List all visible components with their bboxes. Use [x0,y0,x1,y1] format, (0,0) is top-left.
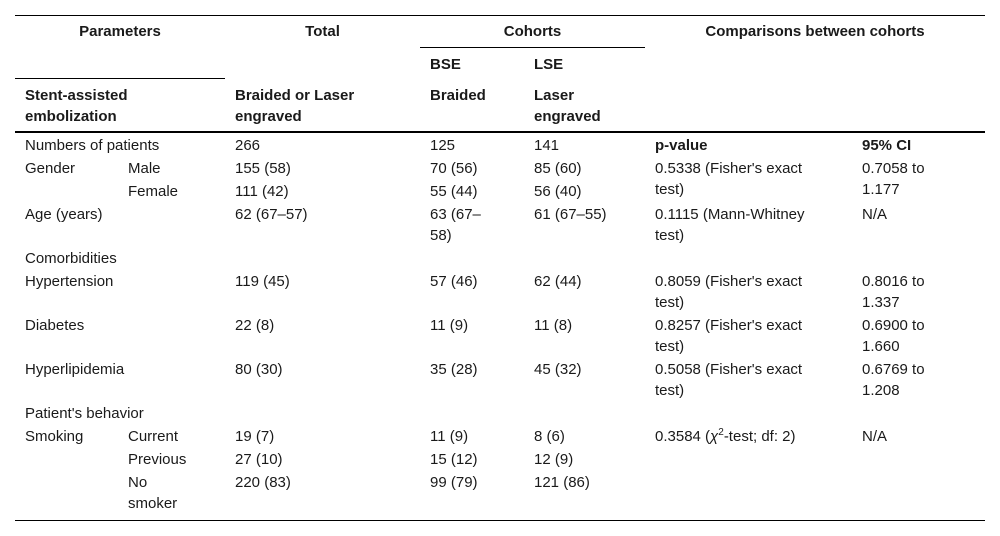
smoking-pvalue-suffix: -test; df: 2) [723,428,796,445]
hypertension-label: Hypertension [25,273,114,290]
gender-male-bse: 70 (56) [430,160,478,177]
gender-male-total: 155 (58) [235,160,291,177]
age-bse-line2: 58) [430,227,452,244]
smoking-never-bse: 99 (79) [430,474,478,491]
header-bse-sub: Braided [430,87,486,104]
smoking-previous-label: Previous [128,451,187,468]
hyperlipidemia-pvalue-line1: 0.5058 (Fisher's exact [655,361,803,378]
smoking-current-label: Current [128,428,179,445]
diabetes-pvalue-line2: test) [655,338,685,355]
header-lse: LSE [534,56,564,73]
pvalue-header: p-value [655,137,708,154]
smoking-ci: N/A [862,428,888,445]
smoking-current-total: 19 (7) [235,428,275,445]
smoking-never-label-line1: No [128,474,148,491]
smoking-previous-bse: 15 (12) [430,451,478,468]
age-label: Age (years) [25,206,103,223]
gender-female-total: 111 (42) [235,183,289,200]
patients-bse: 125 [430,137,456,154]
header-stent-line1: Stent-assisted [25,87,128,104]
patients-label: Numbers of patients [25,137,160,154]
diabetes-label: Diabetes [25,317,85,334]
smoking-pvalue-prefix: 0.3584 ( [655,428,711,445]
patients-total: 266 [235,137,261,154]
ci-header: 95% CI [862,137,912,154]
smoking-previous-lse: 12 (9) [534,451,574,468]
smoking-previous-total: 27 (10) [235,451,283,468]
gender-ci-line2: 1.177 [862,181,900,198]
age-bse-line1: 63 (67– [430,206,481,223]
header-total-sub-line1: Braided or Laser [235,87,355,104]
diabetes-ci-line2: 1.660 [862,338,900,355]
bottom-rule [15,520,985,521]
stent-rule [15,78,225,79]
chi-symbol: χ [710,428,719,445]
hypertension-pvalue-line1: 0.8059 (Fisher's exact [655,273,803,290]
gender-female-lse: 56 (40) [534,183,582,200]
comorbidities-label: Comorbidities [25,250,117,267]
diabetes-total: 22 (8) [235,317,275,334]
hyperlipidemia-ci-line1: 0.6769 to [862,361,925,378]
diabetes-bse: 11 (9) [430,317,469,334]
hypertension-pvalue-line2: test) [655,294,685,311]
hyperlipidemia-lse: 45 (32) [534,361,582,378]
gender-label: Gender [25,160,76,177]
hyperlipidemia-label: Hyperlipidemia [25,361,125,378]
smoking-never-lse: 121 (86) [534,474,590,491]
patients-lse: 141 [534,137,560,154]
smoking-never-label-line2: smoker [128,495,178,512]
header-total-sub-line2: engraved [235,108,302,125]
age-pvalue-line2: test) [655,227,685,244]
age-lse: 61 (67–55) [534,206,607,223]
cohorts-rule [420,47,645,48]
age-total: 62 (67–57) [235,206,308,223]
smoking-current-lse: 8 (6) [534,428,565,445]
gender-pvalue-line2: test) [655,181,685,198]
age-pvalue-line1: 0.1115 (Mann-Whitney [655,206,805,223]
gender-female-bse: 55 (44) [430,183,478,200]
smoking-label: Smoking [25,428,84,445]
header-bottom-rule [15,131,985,133]
hyperlipidemia-pvalue-line2: test) [655,382,685,399]
header-lse-sub-line2: engraved [534,108,601,125]
top-rule [15,15,985,16]
gender-ci-line1: 0.7058 to [862,160,925,177]
diabetes-lse: 11 (8) [534,317,573,334]
hypertension-lse: 62 (44) [534,273,582,290]
header-total: Total [305,23,340,40]
header-lse-sub-line1: Laser [534,87,575,104]
gender-pvalue-line1: 0.5338 (Fisher's exact [655,160,803,177]
hypertension-ci-line2: 1.337 [862,294,900,311]
diabetes-ci-line1: 0.6900 to [862,317,925,334]
hyperlipidemia-ci-line2: 1.208 [862,382,900,399]
hypertension-total: 119 (45) [235,273,290,290]
chi-superscript: 2 [718,427,724,438]
hypertension-bse: 57 (46) [430,273,478,290]
gender-male-lse: 85 (60) [534,160,582,177]
behavior-label: Patient's behavior [25,405,144,422]
smoking-current-bse: 11 (9) [430,428,469,445]
header-comparisons: Comparisons between cohorts [705,23,925,40]
gender-female-label: Female [128,183,179,200]
hypertension-ci-line1: 0.8016 to [862,273,925,290]
hyperlipidemia-total: 80 (30) [235,361,283,378]
smoking-pvalue [655,426,796,447]
age-ci: N/A [862,206,888,223]
diabetes-pvalue-line1: 0.8257 (Fisher's exact [655,317,803,334]
header-stent-line2: embolization [25,108,117,125]
gender-male-label: Male [128,160,161,177]
hyperlipidemia-bse: 35 (28) [430,361,478,378]
smoking-never-total: 220 (83) [235,474,291,491]
header-bse: BSE [430,56,461,73]
header-cohorts: Cohorts [503,23,562,40]
header-parameters: Parameters [79,23,161,40]
